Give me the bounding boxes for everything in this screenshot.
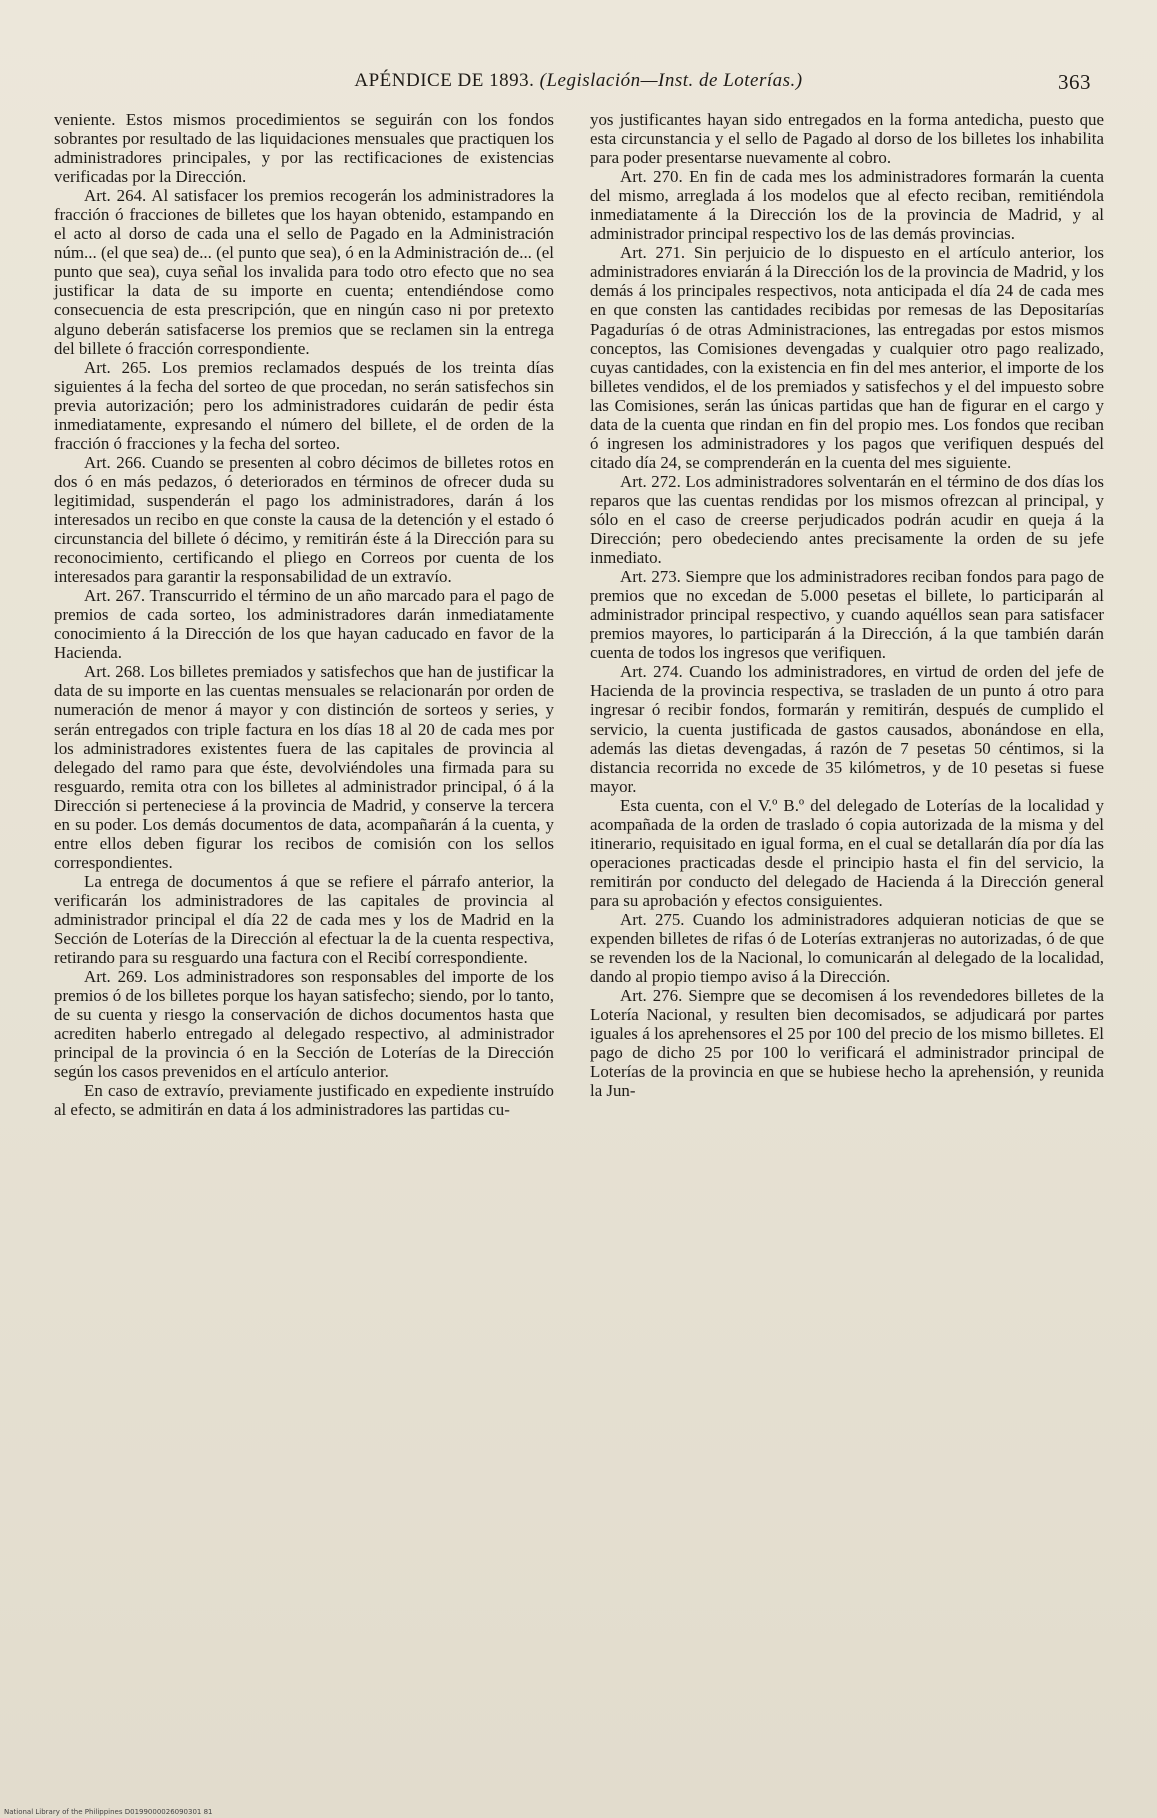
paragraph: Esta cuenta, con el V.º B.º del delegado de Loterías de la localidad y acompañada de la orden de traslado ó copia autorizada de la misma y del itinerario, requisitado en igual forma, en el cual se detallarán día por día las operaciones practicadas desde el principio hasta el fin del servicio, la remitirán por conducto del delegado de Hacienda á la Dirección general para su aprobación y efectos consiguientes. bbox=[590, 795, 1104, 910]
page-header bbox=[60, 66, 1097, 100]
paragraph-art-269: Art. 269. Los administradores son responsables del importe de los premios ó de los billetes porque los hayan satisfecho; siendo, por lo tanto, de su cuenta y riesgo la conservación de dichos documentos hasta que acrediten haberlo entregado al delegado respectivo, al administrador principal de la provincia ó en la Sección de Loterías de la Dirección según los casos prevenidos en el artículo anterior. bbox=[54, 967, 554, 1082]
running-title bbox=[60, 70, 1097, 92]
paragraph: veniente. Estos mismos procedimientos se seguirán con los fondos sobrantes por resultado de las liquidaciones mensuales que practiquen los administradores principales, y por las rectificaciones de existencias verificadas por la Dirección. bbox=[54, 110, 554, 187]
paragraph-art-266: Art. 266. Cuando se presenten al cobro décimos de billetes rotos en dos ó en más pedazos, ó deteriorados en términos de ofrecer duda su legitimidad, suspenderán el pago los administradores, darán á los interesados un recibo en que conste la causa de la detención y el estado ó circunstancia del billete ó décimo, y remitirán éste á la Dirección para su reconocimiento, certificando el pliego en Correos por cuenta de los interesados para garantir la responsabilidad de un extravío. bbox=[54, 452, 554, 587]
paragraph-art-275: Art. 275. Cuando los administradores adquieran noticias de que se expenden billetes de rifas ó de Loterías extranjeras no autorizadas, ó de que se revenden los de la Nacional, lo comunicarán al delegado de la localidad, dando al propio tiempo aviso á la Dirección. bbox=[590, 909, 1104, 987]
paragraph-art-272: Art. 272. Los administradores solventarán en el término de dos días los reparos que las cuentas rendidas por los mismos ofrezcan al principal, y sólo en el caso de creerse perjudicados podrán acudir en queja á la Dirección; pero obedeciendo antes precisamente la orden de su jefe inmediato. bbox=[590, 471, 1104, 568]
paragraph-art-271: Art. 271. Sin perjuicio de lo dispuesto en el artículo anterior, los administradores enviarán á la Dirección los de la provincia de Madrid, y los demás á los principales respectivos, nota anticipada el día 24 de cada mes en que consten las cantidades recibidas por remesas de las Depositarías Pagadurías ó de otras Administraciones, las entregadas por estos mismos conceptos, las Comisiones devengadas y cualquier otro pago realizado, cuyas cantidades, con la existencia en fin del mes anterior, el importe de los billetes vendidos, el de los premiados y satisfechos y el del impuesto sobre las Comisiones, serán las únicas partidas que han de figurar en el cargo y data de la cuenta que rindan en fin del propio mes. Los fondos que reciban ó ingresen los administradores y los pagos que verifiquen después del citado día 24, se comprenderán en la cuenta del mes siguiente. bbox=[590, 243, 1104, 472]
paragraph-art-265: Art. 265. Los premios reclamados después de los treinta días siguientes á la fecha del sorteo de que procedan, no serán satisfechos sin previa autorización; pero los administradores cuidarán de pedir ésta inmediatamente, expresando el número del billete, el de orden de la fracción ó fracciones y la fecha del sorteo. bbox=[54, 357, 554, 453]
right-column bbox=[590, 110, 1104, 1100]
paragraph: La entrega de documentos á que se refiere el párrafo anterior, la verificarán los administradores de las capitales de provincia al administrador principal el día 22 de cada mes y los de Madrid en la Sección de Loterías de la Dirección al efectuar la de la cuenta respectiva, retirando para su resguardo una factura con el Recibí correspondiente. bbox=[54, 871, 554, 968]
page-number: 363 bbox=[1058, 70, 1091, 94]
paragraph-art-267: Art. 267. Transcurrido el término de un año marcado para el pago de premios de cada sorteo, los administradores darán inmediatamente conocimiento á la Dirección de los que hayan caducado en favor de la Hacienda. bbox=[54, 586, 554, 663]
paragraph-art-276: Art. 276. Siempre que se decomisen á los revendedores billetes de la Lotería Nacional, y resulten bien decomisados, se adjudicará por partes iguales á los aprehensores el 25 por 100 del precio de los mismo billetes. El pago de dicho 25 por 100 lo verificará el administrador principal de Loterías de la provincia en que se hubiese hecho la aprehensión, y reunida la Jun- bbox=[590, 986, 1104, 1101]
paragraph-art-268: Art. 268. Los billetes premiados y satisfechos que han de justificar la data de su importe en las cuentas mensuales se relacionarán por orden de numeración de menor á mayor y con distinción de sorteos y series, y serán entregados con triple factura en los días 18 al 20 de cada mes por los administradores existentes fuera de las capitales de provincia al delegado del ramo para que éste, devolviéndoles una firmada para su resguardo, remita otra con los billetes al administrador principal, ó á la Dirección si perteneciese á la provincia de Madrid, y conserve la tercera en su poder. Los demás documentos de data, acompañarán á la cuenta, y entre ellos deben figurar los recibos de comisión con los sellos correspondientes. bbox=[54, 662, 554, 872]
paragraph: En caso de extravío, previamente justificado en expediente instruído al efecto, se admitirán en data á los administradores las partidas cu- bbox=[54, 1081, 554, 1120]
running-title-main: APÉNDICE DE 1893. bbox=[354, 70, 535, 91]
paragraph-art-264: Art. 264. Al satisfacer los premios recogerán los administradores la fracción ó fracciones de billetes que los hayan obtenido, estampando en el acto al dorso de cada una el sello de Pagado en la Administración núm... (el que sea) de... (el punto que sea), ó en la Administración de... (el punto que sea), cuya señal los invalida para todo otro efecto que no sea justificar la data de su importe en cuenta; entendiéndose como consecuencia de esta prescripción, que en ningún caso ni por pretexto alguno deberán satisfacerse los premios que se reclamen sin la entrega del billete ó fracción correspondiente. bbox=[54, 186, 554, 358]
paragraph-art-273: Art. 273. Siempre que los administradores reciban fondos para pago de premios que no excedan de 5.000 pesetas el billete, lo participarán al administrador principal respectivo, y cuando aquéllos sean para satisfacer premios mayores, lo participarán á la Dirección, á la que también darán cuenta de todos los ingresos que verifiquen. bbox=[590, 567, 1104, 663]
scan-footer: National Library of the Philippines D0199000026090301 81 bbox=[4, 1808, 213, 1816]
running-title-italic: (Legislación—Inst. de Loterías.) bbox=[539, 70, 803, 91]
paragraph: yos justificantes hayan sido entregados en la forma antedicha, puesto que esta circunstancia y el sello de Pagado al dorso de los billetes los inhabilita para poder presentarse nuevamente al cobro. bbox=[590, 110, 1104, 168]
paragraph-art-270: Art. 270. En fin de cada mes los administradores formarán la cuenta del mismo, arreglada á los modelos que al efecto reciban, remitiéndola inmediatamente á la Dirección los de la provincia de Madrid, y al administrador principal respectivo los de las demás provincias. bbox=[590, 167, 1104, 244]
paragraph-art-274: Art. 274. Cuando los administradores, en virtud de orden del jefe de Hacienda de la provincia respectiva, se trasladen de un punto á otro para ingresar ó recibir fondos, formarán y remitirán, después de cumplido el servicio, la cuenta justificada de gastos causados, abonándose en ella, además las dietas devengadas, á razón de 7 pesetas 50 céntimos, si la distancia recorrida no excede de 35 kilómetros, y de 10 pesetas si fuese mayor. bbox=[590, 662, 1104, 796]
left-column bbox=[54, 110, 554, 1119]
